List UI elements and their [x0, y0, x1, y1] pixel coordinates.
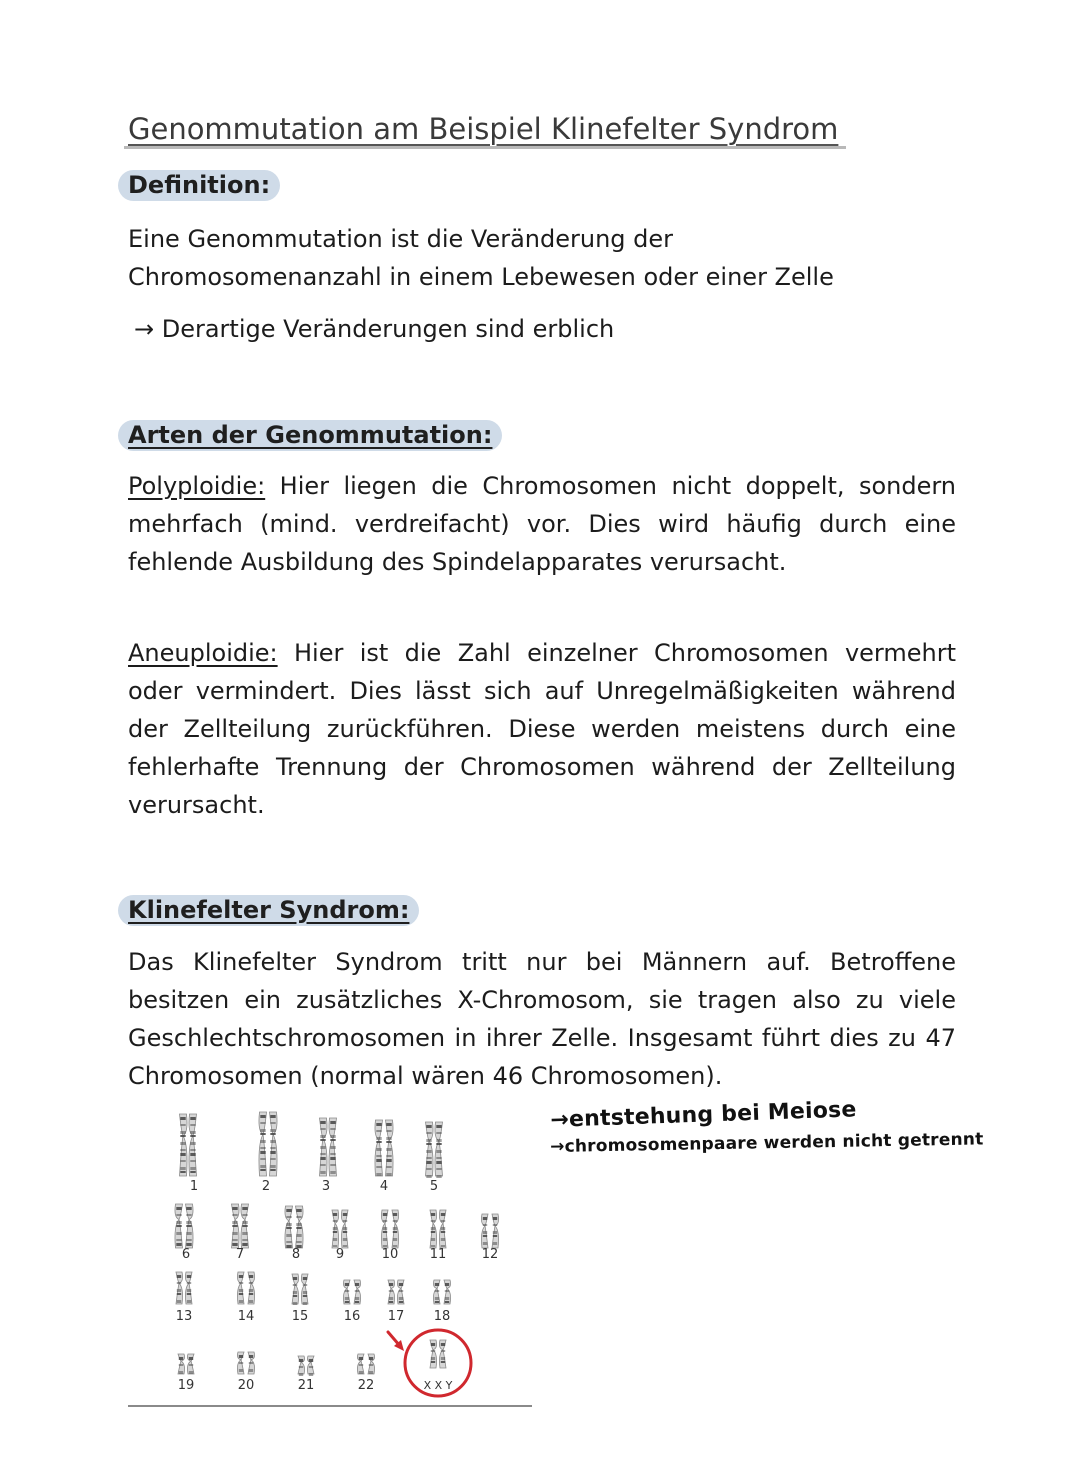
karyogram-label-5: 5	[429, 1179, 439, 1194]
aneuploidie-term: Aneuploidie:	[128, 639, 278, 667]
polyploidie-text: Hier liegen die Chromosomen nicht doppelt, sondern mehrfach (mind. verdreifacht) vor. Dies wird häufig durch eine fehlende Ausbildung des Spindelapparates verursacht.	[128, 472, 956, 576]
karyogram-label-13: 13	[175, 1309, 193, 1324]
chromosome-pair-14	[237, 1272, 254, 1304]
aneuploidie-paragraph	[128, 634, 956, 824]
chromosome-pair-10	[381, 1210, 398, 1248]
chromosome-pair-16	[343, 1280, 360, 1304]
karyogram-label-19: 19	[177, 1378, 195, 1393]
chromosome-pair-23	[430, 1340, 446, 1368]
chromosome-pair-3	[320, 1118, 337, 1176]
karyogram-label-15: 15	[291, 1309, 309, 1324]
karyogram-label-6: 6	[181, 1247, 191, 1262]
chromosome-pair-13	[176, 1272, 192, 1304]
karyogram-label-2: 2	[261, 1179, 271, 1194]
karyogram-label-4: 4	[379, 1179, 389, 1194]
klinefelter-text: Das Klinefelter Syndrom tritt nur bei Männern auf. Betroffene besitzen ein zusätzliches X-Chromosom, sie tragen also zu viele Geschlechtschromosomen in ihrer Zelle. Insgesamt führt dies zu 47 Chromosomen (normal wären 46 Chromosomen).	[128, 948, 956, 1090]
chromosome-pair-1	[180, 1114, 197, 1176]
chromosome-pair-2	[259, 1112, 277, 1176]
klinefelter-heading	[118, 895, 419, 926]
chromosome-pair-5	[426, 1122, 443, 1178]
chromosome-pair-20	[237, 1352, 254, 1374]
definition-heading-text: Definition:	[128, 171, 271, 199]
karyogram-label-18: 18	[433, 1309, 451, 1324]
chromosome-pair-17	[388, 1280, 404, 1304]
karyogram-baseline	[128, 1405, 532, 1407]
handwritten-note-2: →chromosomenpaare werden nicht getrennt	[550, 1129, 984, 1157]
chromosome-pair-8	[285, 1206, 303, 1248]
karyogram-label-17: 17	[387, 1309, 405, 1324]
definition-arrow-note: → Derartige Veränderungen sind erblich	[134, 315, 615, 343]
chromosome-pair-15	[292, 1274, 308, 1305]
polyploidie-term: Polyploidie:	[128, 472, 266, 500]
arten-heading	[118, 420, 502, 451]
title-underline-shadow	[124, 146, 846, 149]
definition-heading	[118, 170, 280, 201]
karyogram-label-9: 9	[335, 1247, 345, 1262]
chromosome-pair-9	[332, 1210, 348, 1248]
klinefelter-heading-text: Klinefelter Syndrom:	[128, 896, 410, 924]
chromosome-pair-4	[375, 1120, 393, 1176]
definition-text: Eine Genommutation ist die Veränderung der Chromosomenanzahl in einem Lebewesen oder einer Zelle	[128, 225, 834, 291]
karyogram-label-7: 7	[235, 1247, 245, 1262]
karyogram-label-14: 14	[237, 1309, 255, 1324]
chromosome-pair-19	[178, 1354, 194, 1374]
polyploidie-paragraph	[128, 467, 956, 581]
karyogram-label-11: 11	[429, 1247, 447, 1262]
chromosome-pair-12	[481, 1214, 498, 1248]
karyogram-label-16: 16	[343, 1309, 361, 1324]
chromosome-pair-21	[298, 1356, 314, 1376]
karyogram	[128, 1108, 548, 1408]
karyogram-label-1: 1	[189, 1179, 199, 1194]
chromosome-pair-22	[357, 1354, 374, 1374]
karyogram-label-20: 20	[237, 1378, 255, 1393]
arten-heading-text: Arten der Genommutation:	[128, 421, 493, 449]
chromosome-drawings	[175, 1112, 499, 1376]
chromosome-pair-6	[175, 1204, 193, 1248]
karyogram-label-3: 3	[321, 1179, 331, 1194]
handwritten-note-1: →entstehung bei Meiose	[550, 1097, 857, 1133]
chromosome-pair-7	[232, 1204, 249, 1248]
karyogram-label-10: 10	[381, 1247, 399, 1262]
page-title: Genommutation am Beispiel Klinefelter Syndrom	[128, 112, 839, 146]
karyogram-label-22: 22	[357, 1378, 375, 1393]
karyogram-label-12: 12	[481, 1247, 499, 1262]
karyogram-label-8: 8	[291, 1247, 301, 1262]
aneuploidie-text: Hier ist die Zahl einzelner Chromosomen vermehrt oder vermindert. Dies lässt sich auf Unregelmäßigkeiten während der Zellteilung zurückführen. Diese werden meistens durch eine fehlerhafte Trennung der Chromosomen während der Zellteilung verursacht.	[128, 639, 956, 819]
chromosome-pair-18	[433, 1280, 450, 1304]
chromosome-pair-11	[430, 1210, 446, 1248]
karyogram-label-23: X X Y	[423, 1379, 453, 1392]
karyogram-label-21: 21	[297, 1378, 315, 1393]
